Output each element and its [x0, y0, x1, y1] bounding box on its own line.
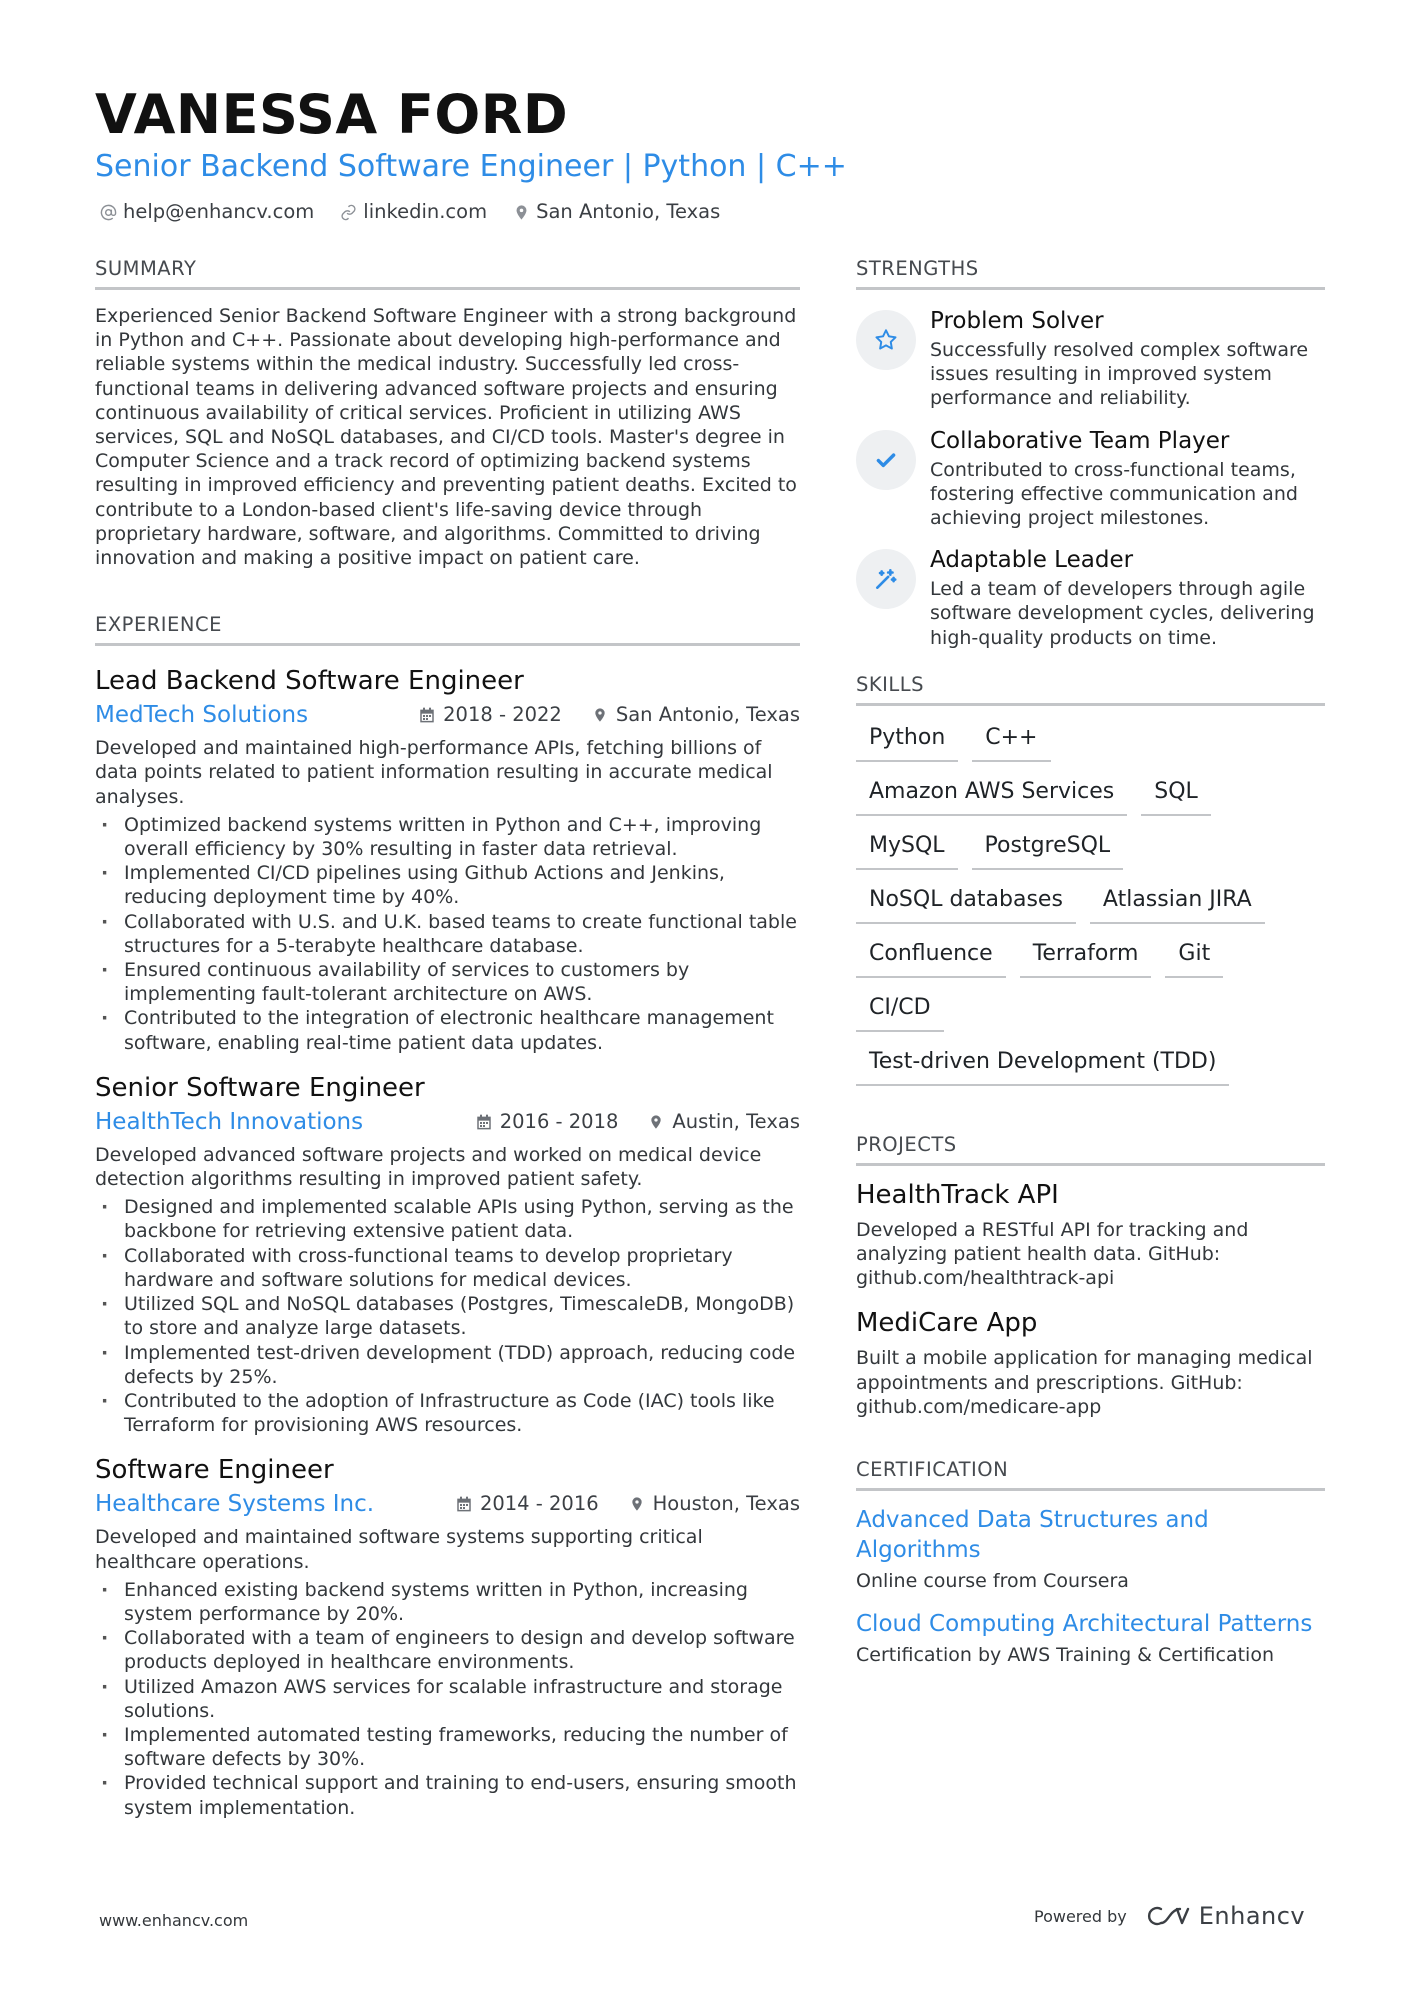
- job-dates-text: 2018 - 2022: [443, 703, 562, 727]
- summary-section: [95, 256, 800, 570]
- right-column: [856, 256, 1325, 1667]
- job-dates: [419, 700, 562, 730]
- certification-description: Certification by AWS Training & Certification: [856, 1644, 1274, 1667]
- summary-heading: SUMMARY: [95, 256, 800, 290]
- powered-by-label: Powered by: [1034, 1906, 1127, 1926]
- job-entry: [95, 1071, 800, 1437]
- skill-tag: Python: [856, 722, 958, 762]
- job-entry: [95, 664, 800, 1055]
- strength-description: Contributed to cross-functional teams, fostering effective communication and achieving project milestones.: [930, 458, 1298, 530]
- skill-row: [856, 992, 1325, 1032]
- certification-section: [856, 1457, 1325, 1667]
- strength-content: [930, 427, 1325, 531]
- left-column: [95, 256, 800, 1820]
- job-location: [592, 700, 800, 730]
- job-dates: [456, 1489, 599, 1519]
- job-description: Developed advanced software projects and worked on medical device detection algorithms resulting in improved patient safety.: [95, 1143, 762, 1191]
- contact-location: [513, 198, 720, 226]
- job-dates-text: 2014 - 2016: [479, 1492, 599, 1516]
- skills-section: [856, 672, 1325, 1086]
- list-item: · Collaborated with cross-functional teams to develop proprietary hardware and software solutions for medical devices.: [95, 1244, 800, 1292]
- projects-heading: PROJECTS: [856, 1132, 1325, 1166]
- skill-tag: Terraform: [1020, 938, 1152, 978]
- strengths-list: [856, 310, 1325, 650]
- job-role: Lead Backend Software Engineer: [95, 666, 524, 697]
- list-item: · Implemented CI/CD pipelines using Github Actions and Jenkins, reducing deployment time by 40%.: [95, 861, 800, 909]
- strengths-heading: STRENGTHS: [856, 256, 1325, 290]
- location-pin-icon: [513, 204, 530, 221]
- skill-row: [856, 938, 1325, 978]
- job-dates-text: 2016 - 2018: [499, 1109, 619, 1133]
- project-item: [856, 1306, 1325, 1419]
- strength-description: Led a team of developers through agile software development cycles, delivering high-quality products on time.: [930, 578, 1315, 649]
- job-entry: [95, 1453, 800, 1819]
- skill-row: [856, 1046, 1325, 1086]
- contact-email[interactable]: [100, 198, 314, 226]
- job-location: [648, 1107, 800, 1137]
- certification-title: Cloud Computing Architectural Patterns: [856, 1611, 1313, 1638]
- list-item: · Enhanced existing backend systems written in Python, increasing system performance by 20%.: [95, 1578, 800, 1626]
- list-item: · Provided technical support and training to end-users, ensuring smooth system implementation.: [95, 1771, 800, 1819]
- calendar-icon: [456, 1496, 472, 1512]
- job-company: Healthcare Systems Inc.: [95, 1491, 375, 1518]
- project-item: [856, 1178, 1325, 1291]
- location-pin-icon: [592, 707, 608, 723]
- strength-description: Successfully resolved complex software issues resulting in improved system performance and reliability.: [930, 339, 1309, 410]
- summary-text: Experienced Senior Backend Software Engineer with a strong background in Python and C++. Passionate about developing high-performance and reliable systems within the medical industry. Successfully led cross-functional teams in delivering advanced software projects and ensuring continuous availability of critical services. Proficient in utilizing AWS services, SQL and NoSQL databases, and CI/CD tools. Master's degree in Computer Science and a track record of optimizing backend systems resulting in improved efficiency and preventing patient deaths. Excited to contribute to a London-based client's life-saving device through proprietary hardware, software, and algorithms. Committed to driving innovation and making a positive impact on patient care.: [95, 305, 797, 570]
- certification-item: [856, 1505, 1325, 1593]
- list-item: · Designed and implemented scalable APIs using Python, serving as the backbone for retrieving extensive patient data.: [95, 1195, 800, 1243]
- certification-heading: CERTIFICATION: [856, 1457, 1325, 1491]
- projects-section: [856, 1132, 1325, 1419]
- experience-heading: EXPERIENCE: [95, 612, 800, 646]
- strength-item: [856, 427, 1325, 531]
- footer-website[interactable]: www.enhancv.com: [99, 1911, 249, 1930]
- skill-tag: Amazon AWS Services: [856, 776, 1127, 816]
- list-item: · Collaborated with U.S. and U.K. based teams to create functional table structures for a 5-terabyte healthcare database.: [95, 910, 800, 958]
- magic-wand-icon: [856, 549, 916, 609]
- job-location-text: San Antonio, Texas: [615, 703, 800, 727]
- job-bullets: [95, 1195, 800, 1437]
- project-description: Built a mobile application for managing medical appointments and prescriptions. GitHub: github.com/medicare-app: [856, 1347, 1313, 1418]
- list-item: · Utilized Amazon AWS services for scalable infrastructure and storage solutions.: [95, 1675, 800, 1723]
- skill-row: [856, 722, 1325, 762]
- job-company: HealthTech Innovations: [95, 1108, 364, 1135]
- job-role: Software Engineer: [95, 1455, 334, 1486]
- contact-linkedin[interactable]: [340, 198, 487, 226]
- list-item: · Collaborated with a team of engineers to design and develop software products deployed in healthcare environments.: [95, 1626, 800, 1674]
- job-location: [629, 1489, 800, 1519]
- skill-tag: Test-driven Development (TDD): [856, 1046, 1229, 1086]
- list-item: · Contributed to the integration of electronic healthcare management software, enabling real-time patient data updates.: [95, 1006, 800, 1054]
- job-company: MedTech Solutions: [95, 702, 309, 729]
- skill-tag: SQL: [1141, 776, 1211, 816]
- job-role: Senior Software Engineer: [95, 1072, 425, 1103]
- skills-heading: SKILLS: [856, 672, 1325, 706]
- skill-tag: Confluence: [856, 938, 1006, 978]
- skill-tag: MySQL: [856, 830, 958, 870]
- strength-item: [856, 310, 1325, 411]
- project-title: HealthTrack API: [856, 1179, 1059, 1210]
- strength-title: Collaborative Team Player: [930, 427, 1230, 454]
- skill-tag: Atlassian JIRA: [1090, 884, 1265, 924]
- calendar-icon: [476, 1114, 492, 1130]
- strength-title: Problem Solver: [930, 308, 1104, 334]
- contact-bar: [100, 198, 720, 226]
- job-bullets: [95, 1578, 800, 1820]
- job-bullets: [95, 813, 800, 1055]
- list-item: · Implemented automated testing frameworks, reducing the number of software defects by 30%.: [95, 1723, 800, 1771]
- enhancv-brand-text: Enhancv: [1198, 1902, 1306, 1930]
- skill-tag: Git: [1165, 938, 1223, 978]
- skills-list: [856, 722, 1325, 1086]
- strength-title: Adaptable Leader: [930, 547, 1134, 574]
- link-icon: [340, 204, 357, 221]
- certification-item: [856, 1609, 1325, 1667]
- job-location-text: Houston, Texas: [652, 1492, 800, 1516]
- job-location-text: Austin, Texas: [672, 1109, 800, 1133]
- certification-description: Online course from Coursera: [856, 1570, 1129, 1593]
- check-icon: [856, 430, 916, 490]
- project-title: MediCare App: [856, 1308, 1038, 1339]
- strengths-section: [856, 256, 1325, 650]
- list-item: · Ensured continuous availability of services to customers by implementing fault-tolerant architecture on AWS.: [95, 958, 800, 1006]
- location-pin-icon: [629, 1496, 645, 1512]
- skill-tag: C++: [972, 722, 1050, 762]
- job-description: Developed and maintained software systems supporting critical healthcare operations.: [95, 1526, 703, 1573]
- project-description: Developed a RESTful API for tracking and analyzing patient health data. GitHub: github.com/healthtrack-api: [856, 1218, 1249, 1290]
- skill-tag: PostgreSQL: [972, 830, 1124, 870]
- job-dates: [476, 1107, 619, 1137]
- location-text: San Antonio, Texas: [536, 200, 721, 223]
- at-icon: [100, 204, 117, 221]
- footer-branding: [1034, 1902, 1305, 1930]
- job-meta: [95, 1107, 800, 1137]
- star-icon: [856, 310, 916, 370]
- email-text: help@enhancv.com: [123, 200, 315, 223]
- location-pin-icon: [648, 1114, 664, 1130]
- job-meta: [95, 700, 800, 730]
- linkedin-text: linkedin.com: [363, 200, 488, 223]
- skill-row: [856, 776, 1325, 816]
- list-item: · Implemented test-driven development (TDD) approach, reducing code defects by 25%.: [95, 1341, 800, 1389]
- list-item: · Contributed to the adoption of Infrastructure as Code (IAC) tools like Terraform for provisioning AWS resources.: [95, 1389, 800, 1437]
- candidate-name: VANESSA FORD: [95, 83, 569, 146]
- list-item: · Utilized SQL and NoSQL databases (Postgres, TimescaleDB, MongoDB) to store and analyze large datasets.: [95, 1292, 800, 1340]
- skill-tag: NoSQL databases: [856, 884, 1076, 924]
- enhancv-logo[interactable]: [1147, 1902, 1305, 1930]
- strength-content: [930, 310, 1325, 411]
- experience-section: [95, 612, 800, 1820]
- enhancv-logo-icon: [1147, 1903, 1191, 1929]
- skill-row: [856, 830, 1325, 870]
- calendar-icon: [419, 707, 435, 723]
- list-item: · Optimized backend systems written in Python and C++, improving overall efficiency by 30% resulting in faster data retrieval.: [95, 813, 800, 861]
- strength-content: [930, 549, 1325, 650]
- skill-tag: CI/CD: [856, 992, 944, 1032]
- job-description: Developed and maintained high-performance APIs, fetching billions of data points related to patient information resulting in accurate medical analyses.: [95, 737, 773, 808]
- job-meta: [95, 1489, 800, 1519]
- certification-title: Advanced Data Structures and Algorithms: [856, 1507, 1209, 1564]
- strength-item: [856, 549, 1325, 650]
- candidate-title: Senior Backend Software Engineer | Python | C++: [95, 149, 847, 184]
- skill-row: [856, 884, 1325, 924]
